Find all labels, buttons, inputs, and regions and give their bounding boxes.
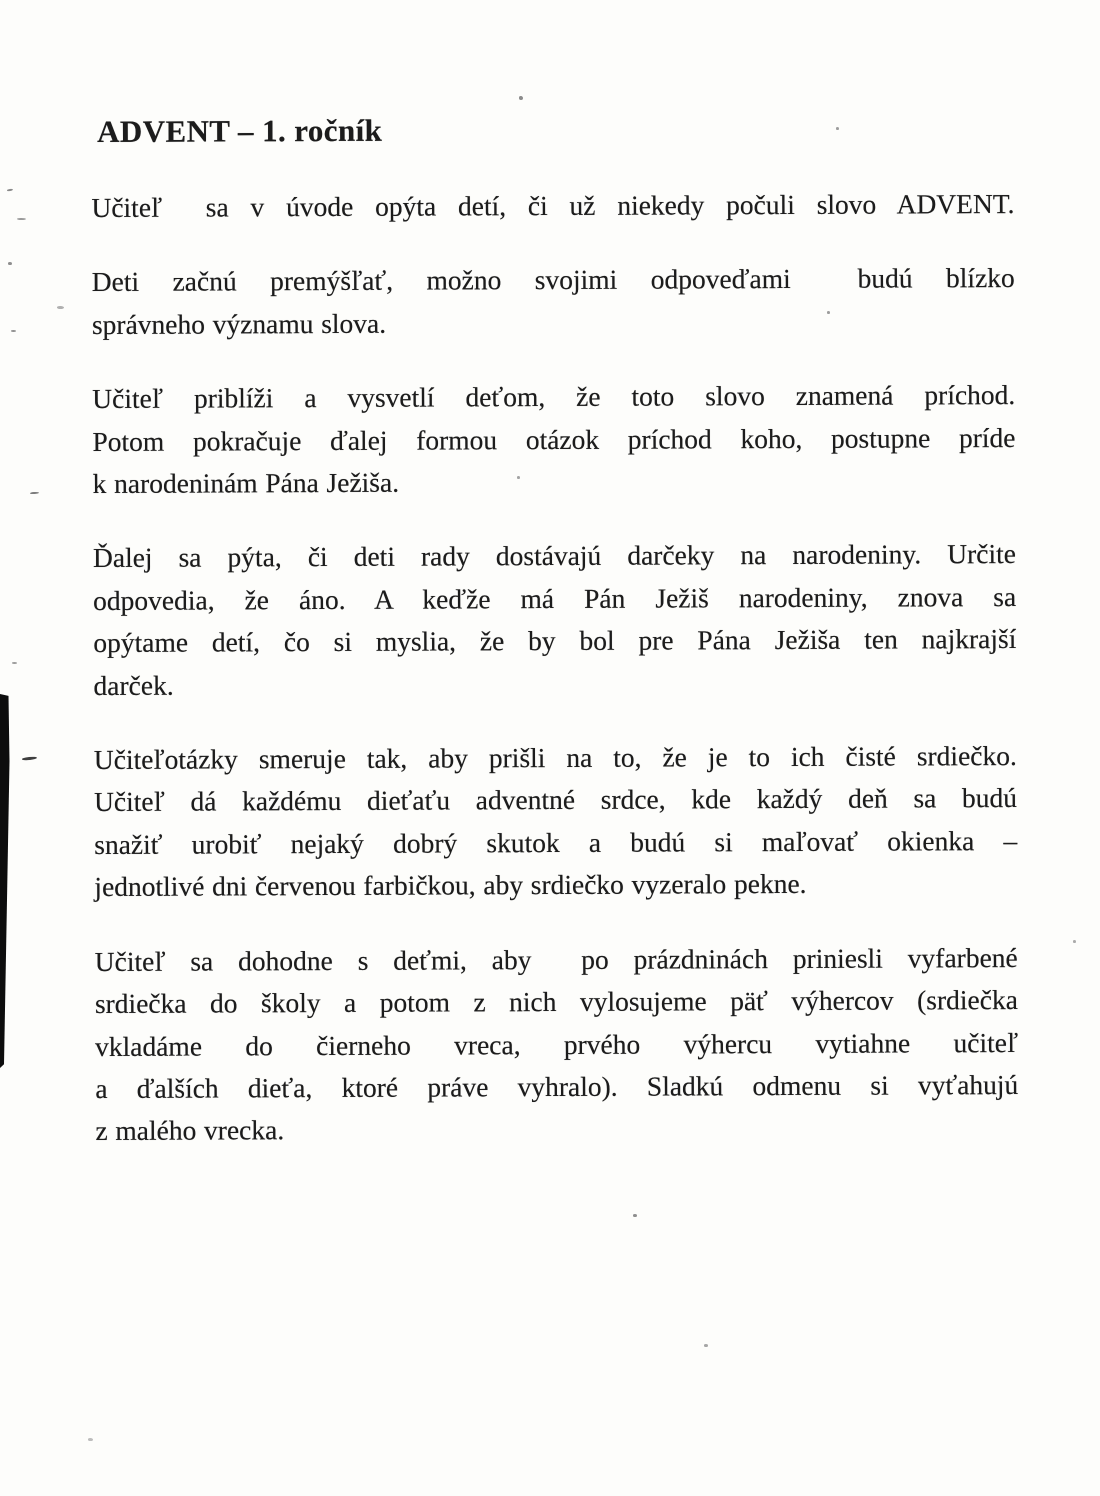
paragraph bbox=[92, 374, 1016, 505]
text-line: srdiečka do školy a potom z nich vylosujeme päť výhercov (srdiečka bbox=[94, 984, 1018, 1020]
text-line: vkladáme do čierneho vreca, prvého výhercu vytiahne učiteľ bbox=[95, 1026, 1019, 1062]
text-line: snažiť urobiť nejaký dobrý skutok a budú si maľovať okienka – bbox=[94, 824, 1018, 860]
scan-speck bbox=[827, 311, 830, 314]
page-content bbox=[91, 106, 1019, 1185]
scan-speck bbox=[22, 756, 37, 761]
scan-speck bbox=[88, 1438, 93, 1441]
document-title: ADVENT – 1. ročník bbox=[97, 112, 383, 149]
paragraph bbox=[92, 257, 1015, 346]
scan-speck bbox=[8, 262, 12, 265]
scan-speck bbox=[30, 492, 39, 495]
text-line: Ďalej sa pýta, či deti rady dostávajú darčeky na narodeniny. Určite bbox=[92, 538, 1017, 574]
text-line: Učiteľotázky smeruje tak, aby prišli na to, že je to ich čisté srdiečko. bbox=[93, 740, 1017, 776]
scan-speck bbox=[836, 127, 839, 130]
scan-speck bbox=[7, 188, 13, 191]
paragraph bbox=[95, 937, 1019, 1153]
paragraph bbox=[93, 533, 1017, 707]
text-line: Učiteľ sa dohodne s deťmi, aby po prázdninách priniesli vyfarbené bbox=[94, 941, 1018, 977]
text-line: jednotlivé dni červenou farbičkou, aby srdiečko vyzeralo pekne. bbox=[94, 868, 807, 903]
scan-speck bbox=[704, 1344, 708, 1347]
text-line: Učiteľ priblíži a vysvetlí deťom, že toto slovo znamená príchod. bbox=[92, 379, 1016, 415]
text-line: k narodeninám Pána Ježiša. bbox=[92, 466, 400, 500]
text-line: a ďalších dieťa, ktoré práve vyhralo). Sladkú odmenu si vyťahujú bbox=[95, 1068, 1019, 1104]
paragraph bbox=[91, 183, 1014, 229]
scan-speck bbox=[11, 330, 16, 332]
text-line: z malého vrecka. bbox=[95, 1114, 285, 1147]
scan-speck bbox=[17, 218, 26, 220]
scan-speck bbox=[633, 1214, 637, 1217]
scan-speck bbox=[12, 662, 17, 664]
text-line: Učiteľ dá každému dieťaťu adventné srdce, kde každý deň sa budú bbox=[93, 782, 1018, 818]
text-line: Potom pokračuje ďalej formou otázok príchod koho, postupne príde bbox=[92, 421, 1016, 457]
scan-speck bbox=[519, 96, 523, 100]
text-line: odpovedia, že áno. A keďže má Pán Ježiš narodeniny, znova sa bbox=[93, 580, 1017, 616]
text-line: darček. bbox=[93, 669, 174, 701]
scan-speck bbox=[517, 476, 520, 479]
scan-speck bbox=[57, 306, 64, 309]
scan-speck bbox=[1073, 940, 1076, 943]
text-line: Deti začnú premýšľať, možno svojimi odpoveďami budú blízko bbox=[91, 262, 1015, 298]
paragraph bbox=[94, 735, 1018, 909]
text-line: opýtame detí, čo si myslia, že by bol pre Pána Ježiša ten najkrajší bbox=[93, 623, 1017, 659]
text-line: správneho významu slova. bbox=[91, 307, 387, 340]
scan-edge-bar bbox=[0, 694, 10, 1068]
document-body bbox=[91, 183, 1018, 1153]
text-line: Učiteľ sa v úvode opýta detí, či už niekedy počuli slovo ADVENT. bbox=[91, 187, 1015, 224]
